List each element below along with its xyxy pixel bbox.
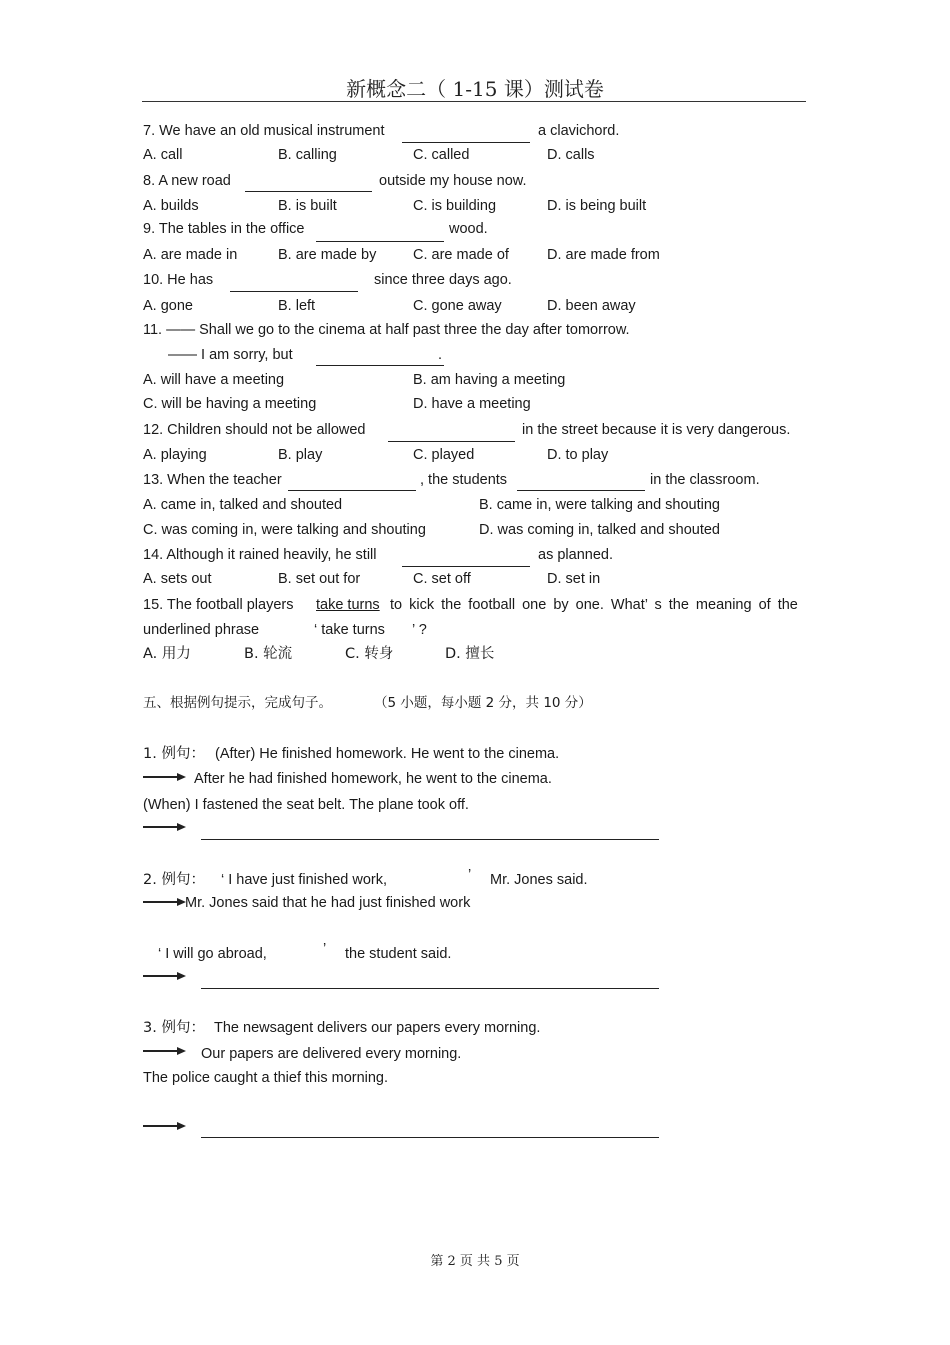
q8-blank[interactable] [245, 191, 372, 192]
q15-underlined-phrase: take turns [316, 597, 380, 613]
q9-stem: 9. The tables in the office [143, 221, 305, 237]
q14-stem: 14. Although it rained heavily, he still [143, 547, 377, 563]
arrow-icon [143, 898, 187, 906]
item2-example-open: ‘ I have just finished work, [221, 872, 388, 888]
q7-option-c[interactable]: C. called [413, 147, 470, 163]
item1-answer-line[interactable] [201, 839, 659, 840]
q9-blank[interactable] [316, 241, 444, 242]
q9-option-c[interactable]: C. are made of [413, 247, 509, 263]
q12-option-a[interactable]: A. playing [143, 447, 207, 463]
q15-stem-end: to kick the football one by one. What’ s the meaning of the [390, 597, 798, 613]
q11-stem: 11. —— Shall we go to the cinema at half past three the day after tomorrow. [143, 322, 630, 338]
item2-task-tail: the student said. [345, 946, 452, 962]
q7-stem: 7. We have an old musical instrument [143, 123, 385, 139]
q7-option-a[interactable]: A. call [143, 147, 183, 163]
q15-stem: 15. The football players [143, 597, 294, 613]
item2-example-close: ’ [468, 867, 472, 883]
q12-option-c[interactable]: C. played [413, 447, 475, 463]
q13-option-d[interactable]: D. was coming in, talked and shouted [479, 522, 720, 538]
item2-answer-line[interactable] [201, 988, 659, 989]
item3-converted: Our papers are delivered every morning. [201, 1046, 462, 1062]
q9-option-a[interactable]: A. are made in [143, 247, 238, 263]
q13-blank-1[interactable] [288, 490, 416, 491]
q15-option-c[interactable]: C. 转身 [345, 646, 394, 662]
page-title: 新概念二（ 1-15 课）测试卷 [346, 77, 604, 101]
q13-option-c[interactable]: C. was coming in, were talking and shouting [143, 522, 426, 538]
q10-blank[interactable] [230, 291, 358, 292]
item2-task-close: ’ [323, 941, 327, 957]
q12-option-d[interactable]: D. to play [547, 447, 609, 463]
item1-task: (When) I fastened the seat belt. The plane took off. [143, 797, 469, 813]
arrow-icon [143, 1047, 187, 1055]
q8-option-d[interactable]: D. is being built [547, 198, 647, 214]
q11-option-c[interactable]: C. will be having a meeting [143, 396, 317, 412]
q7-option-b[interactable]: B. calling [278, 147, 337, 163]
title-divider [142, 101, 806, 102]
arrow-icon [143, 823, 187, 831]
item2-task-open: ‘ I will go abroad, [158, 946, 267, 962]
item2-example-label: 2. 例句： [143, 872, 205, 888]
item2-converted: Mr. Jones said that he had just finished work [185, 895, 471, 911]
q12-stem-end: in the street because it is very dangerous. [522, 422, 791, 438]
q14-option-a[interactable]: A. sets out [143, 571, 212, 587]
q12-blank[interactable] [388, 441, 515, 442]
q8-option-b[interactable]: B. is built [278, 198, 337, 214]
q14-option-b[interactable]: B. set out for [278, 571, 361, 587]
q14-blank[interactable] [402, 566, 530, 567]
q11-option-b[interactable]: B. am having a meeting [413, 372, 566, 388]
q13-stem-end: in the classroom. [650, 472, 760, 488]
q13-stem: 13. When the teacher [143, 472, 282, 488]
q9-option-b[interactable]: B. are made by [278, 247, 377, 263]
q8-stem-end: outside my house now. [379, 173, 527, 189]
arrow-icon [143, 972, 187, 980]
page-footer: 第 2 页 共 5 页 [430, 1254, 520, 1269]
q15-quote-end: ’ ? [412, 622, 427, 638]
q10-stem-end: since three days ago. [374, 272, 512, 288]
q9-stem-end: wood. [449, 221, 488, 237]
item3-example-label: 3. 例句： [143, 1020, 205, 1036]
q15-stem-line2: underlined phrase [143, 622, 260, 638]
q13-option-b[interactable]: B. came in, were talking and shouting [479, 497, 720, 513]
q12-option-b[interactable]: B. play [278, 447, 323, 463]
item1-example: (After) He finished homework. He went to the cinema. [215, 746, 560, 762]
item2-example-tail: Mr. Jones said. [490, 872, 588, 888]
q14-stem-end: as planned. [538, 547, 613, 563]
q10-option-c[interactable]: C. gone away [413, 298, 502, 314]
q15-option-d[interactable]: D. 擅长 [445, 646, 495, 662]
q13-stem-mid: , the students [420, 472, 508, 488]
q14-option-d[interactable]: D. set in [547, 571, 601, 587]
q13-option-a[interactable]: A. came in, talked and shouted [143, 497, 343, 513]
q15-option-a[interactable]: A. 用力 [143, 646, 191, 662]
q8-stem: 8. A new road [143, 173, 231, 189]
item1-converted: After he had finished homework, he went to the cinema. [194, 771, 552, 787]
section5-note: （5 小题，每小题 2 分，共 10 分） [374, 695, 592, 711]
q7-blank[interactable] [402, 142, 530, 143]
q10-option-d[interactable]: D. been away [547, 298, 636, 314]
q12-stem: 12. Children should not be allowed [143, 422, 366, 438]
q10-stem: 10. He has [143, 272, 214, 288]
q14-option-c[interactable]: C. set off [413, 571, 471, 587]
q11-blank[interactable] [316, 365, 444, 366]
q13-blank-2[interactable] [517, 490, 645, 491]
q11-option-d[interactable]: D. have a meeting [413, 396, 531, 412]
q10-option-a[interactable]: A. gone [143, 298, 193, 314]
arrow-icon [143, 1122, 187, 1130]
q15-quoted-phrase: ‘ take turns [314, 622, 385, 638]
q8-option-a[interactable]: A. builds [143, 198, 199, 214]
item1-example-label: 1. 例句： [143, 746, 205, 762]
q8-option-c[interactable]: C. is building [413, 198, 497, 214]
arrow-icon [143, 773, 187, 781]
item3-example: The newsagent delivers our papers every morning. [214, 1020, 541, 1036]
q7-stem-end: a clavichord. [538, 123, 620, 139]
q11-stem-line2: —— I am sorry, but [168, 347, 293, 363]
q11-stem-end: . [438, 347, 443, 363]
q9-option-d[interactable]: D. are made from [547, 247, 660, 263]
item3-task: The police caught a thief this morning. [143, 1070, 389, 1086]
q10-option-b[interactable]: B. left [278, 298, 316, 314]
section5-heading: 五、根据例句提示，完成句子。 [143, 695, 332, 711]
q7-option-d[interactable]: D. calls [547, 147, 595, 163]
q11-option-a[interactable]: A. will have a meeting [143, 372, 285, 388]
q15-option-b[interactable]: B. 轮流 [244, 646, 293, 662]
item3-answer-line[interactable] [201, 1137, 659, 1138]
